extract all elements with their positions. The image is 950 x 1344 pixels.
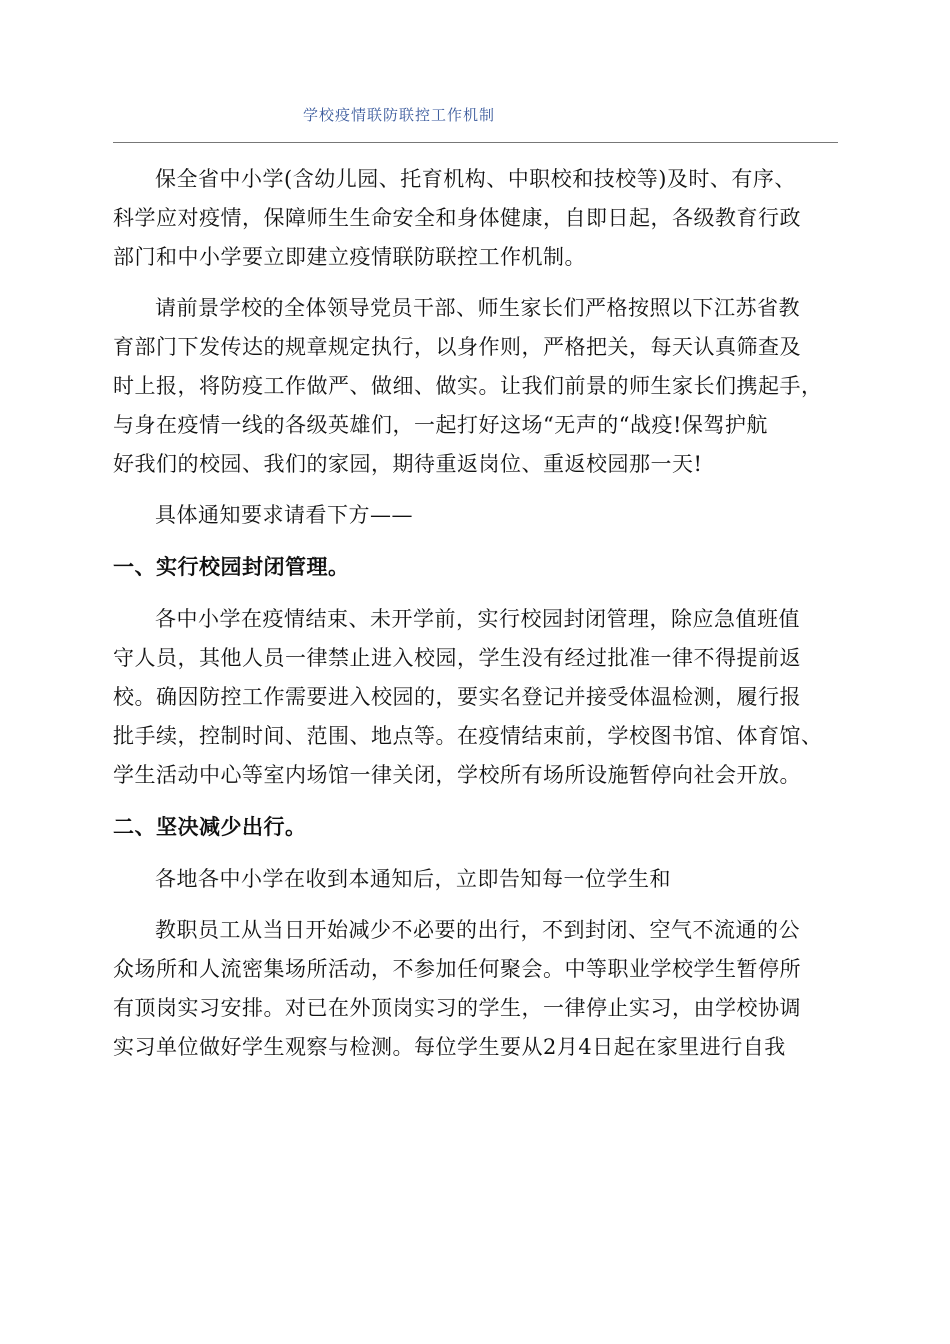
text-line: 请前景学校的全体领导党员干部、师生家长们严格按照以下江苏省教 — [155, 296, 800, 320]
text-line: 部门和中小学要立即建立疫情联防联控工作机制。 — [113, 245, 586, 269]
text-line: 守人员，其他人员一律禁止进入校园，学生没有经过批准一律不得提前返 — [113, 646, 801, 670]
section-heading-1: 一、实行校园封闭管理。 — [113, 554, 350, 579]
paragraph-reduce-travel — [113, 911, 843, 1067]
text-line: 有顶岗实习安排。对已在外顶岗实习的学生，一律停止实习，由学校协调 — [113, 996, 801, 1020]
text-line: 各地各中小学在收到本通知后，立即告知每一位学生和 — [155, 867, 671, 891]
text-line: 教职员工从当日开始减少不必要的出行，不到封闭、空气不流通的公 — [155, 918, 800, 942]
text-line: 保全省中小学(含幼儿园、托育机构、中职校和技校等)及时、有序、 — [155, 167, 796, 191]
text-line: 科学应对疫情，保障师生生命安全和身体健康，自即日起，各级教育行政 — [113, 206, 801, 230]
text-line: 时上报，将防疫工作做严、做细、做实。让我们前景的师生家长们携起手， — [113, 374, 823, 398]
text-line: 众场所和人流密集场所活动，不参加任何聚会。中等职业学校学生暂停所 — [113, 957, 801, 981]
text-line: 学生活动中心等室内场馆一律关闭，学校所有场所设施暂停向社会开放。 — [113, 763, 801, 787]
text-line: 校。确因防控工作需要进入校园的，要实名登记并接受体温检测，履行报 — [113, 685, 801, 709]
text-line: 具体通知要求请看下方—— — [155, 503, 413, 527]
text-line: 好我们的校园、我们的家园，期待重返岗位、重返校园那一天! — [113, 452, 703, 476]
text-line: 各中小学在疫情结束、未开学前，实行校园封闭管理，除应急值班值 — [155, 607, 800, 631]
paragraph-closed-management — [113, 600, 843, 795]
running-header: 学校疫情联防联控工作机制 — [303, 106, 496, 124]
paragraph-appeal — [113, 289, 843, 484]
text-line: 育部门下发传达的规章规定执行，以身作则，严格把关，每天认真筛查及 — [113, 335, 801, 359]
text-line: 实习单位做好学生观察与检测。每位学生要从2月4日起在家里进行自我 — [113, 1035, 786, 1059]
section-heading-2: 二、坚决减少出行。 — [113, 814, 307, 839]
text-line: 与身在疫情一线的各级英雄们，一起打好这场“无声的“战疫!保驾护航 — [113, 413, 768, 437]
text-line: 批手续，控制时间、范围、地点等。在疫情结束前，学校图书馆、体育馆、 — [113, 724, 823, 748]
document-body — [113, 160, 843, 1079]
header-divider — [113, 142, 838, 143]
paragraph-notify — [113, 860, 843, 899]
paragraph-intro — [113, 160, 843, 277]
paragraph-notice-lead — [113, 496, 843, 535]
